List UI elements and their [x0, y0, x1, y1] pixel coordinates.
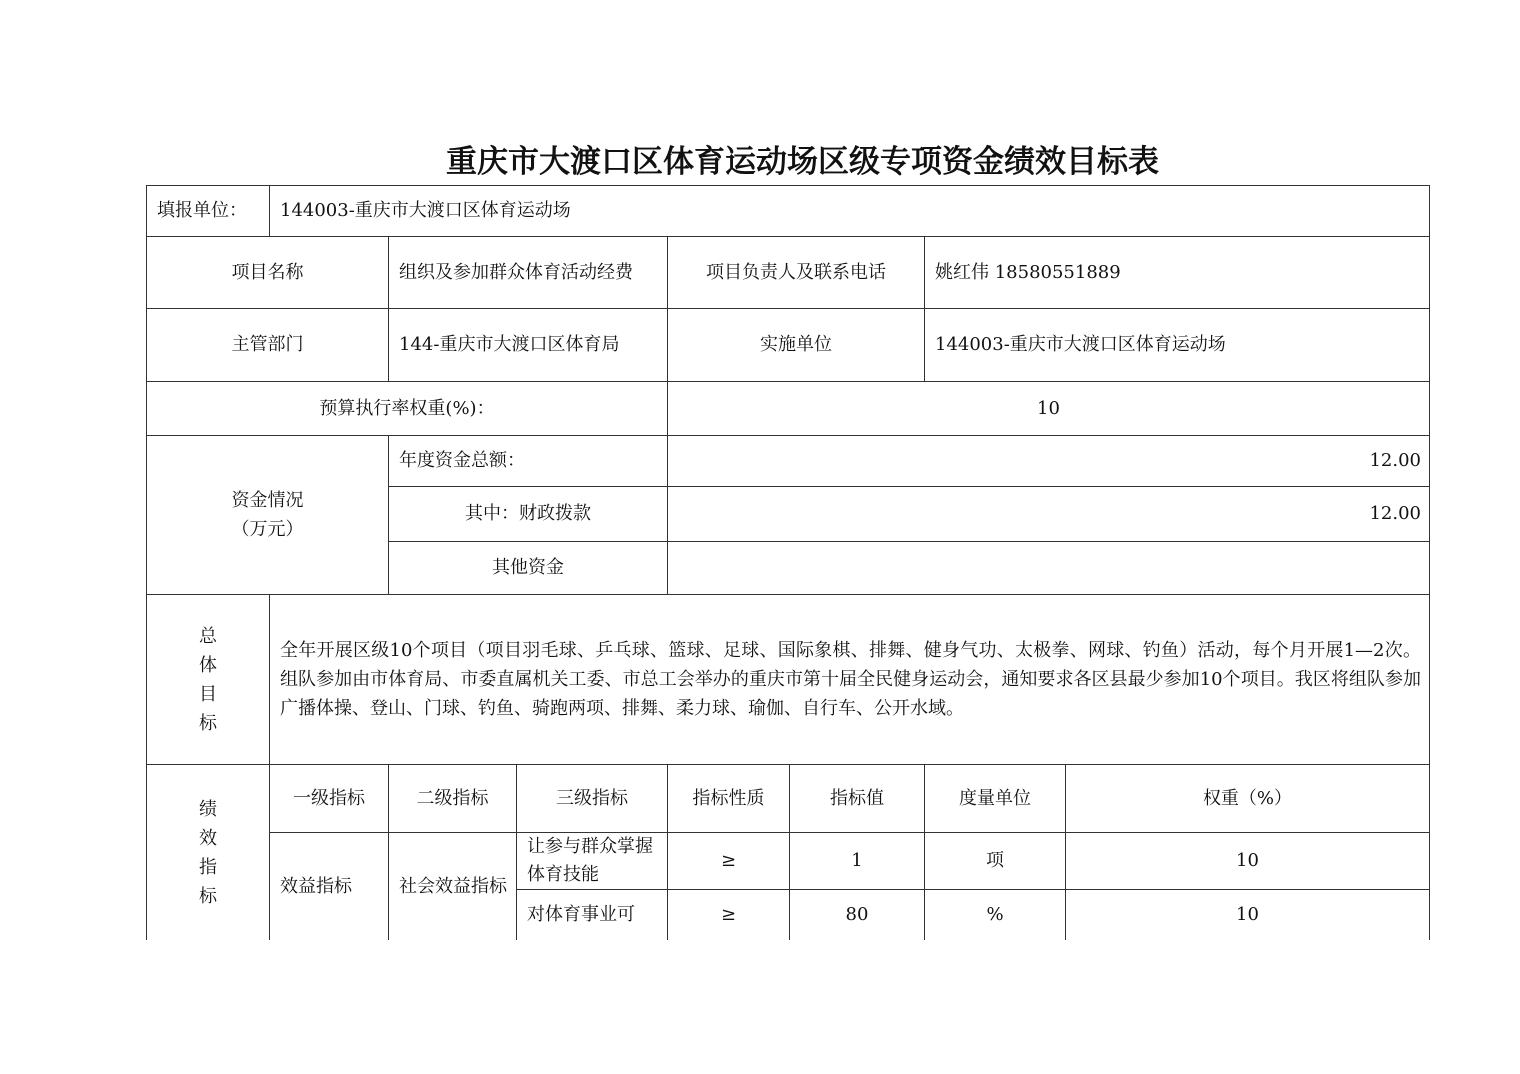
- perf-label: [146, 764, 270, 940]
- header-level2: 二级指标: [388, 764, 517, 833]
- perf-label-char: 指: [199, 856, 217, 878]
- budget-weight-label: 预算执行率权重(%)：: [146, 381, 668, 436]
- contact-label: 项目负责人及联系电话: [667, 236, 925, 309]
- contact-value: 姚红伟 18580551889: [924, 236, 1430, 309]
- perf-label-char: 效: [199, 827, 217, 849]
- department-label: 主管部门: [146, 308, 389, 382]
- department-value: 144-重庆市大渡口区体育局: [388, 308, 668, 382]
- header-level1: 一级指标: [269, 764, 389, 833]
- weight-cell: 10: [1065, 832, 1430, 890]
- level2-cell: 社会效益指标: [388, 832, 517, 940]
- funds-fiscal-value: 12.00: [667, 486, 1430, 542]
- perf-label-char: 标: [199, 885, 217, 907]
- unit-cell: 项: [924, 832, 1066, 890]
- header-level3: 三级指标: [516, 764, 668, 833]
- goal-text: 全年开展区级10个项目（项目羽毛球、乒乓球、篮球、足球、国际象棋、排舞、健身气功、太极拳、网球、钓鱼）活动，每个月开展1—2次。组队参加由市体育局、市委直属机关工委、市总工会举办的重庆市第十届全民健身运动会，通知要求各区县最少参加10个项目。我区将组队参加广播体操、登山、门球、钓鱼、骑跑两项、排舞、柔力球、瑜伽、自行车、公开水域。: [269, 594, 1430, 765]
- header-unit: 度量单位: [924, 764, 1066, 833]
- nature-cell: ≥: [667, 832, 790, 890]
- budget-weight-value: 10: [667, 381, 1430, 436]
- fill-unit-label: 填报单位：: [146, 185, 270, 237]
- funds-label-line2: （万元）: [231, 519, 304, 540]
- perf-label-char: 绩: [199, 798, 217, 820]
- nature-cell: ≥: [667, 889, 790, 940]
- level1-cell: 效益指标: [269, 832, 389, 940]
- unit-cell: %: [924, 889, 1066, 940]
- goal-label-char: 体: [199, 654, 217, 676]
- project-name-value: 组织及参加群众体育活动经费: [388, 236, 668, 309]
- goal-label-char: 总: [199, 625, 217, 647]
- header-weight: 权重（%）: [1065, 764, 1430, 833]
- goal-label-char: 目: [199, 683, 217, 705]
- value-cell: 1: [789, 832, 925, 890]
- level3-cell: 对体育事业可: [516, 889, 668, 940]
- implementer-label: 实施单位: [667, 308, 925, 382]
- header-value: 指标值: [789, 764, 925, 833]
- goal-label-char: 标: [199, 712, 217, 734]
- implementer-value: 144003-重庆市大渡口区体育运动场: [924, 308, 1430, 382]
- funds-label-line1: 资金情况: [231, 490, 304, 511]
- page-title: 重庆市大渡口区体育运动场区级专项资金绩效目标表: [446, 144, 1159, 180]
- funds-fiscal-label: 其中：财政拨款: [388, 486, 668, 542]
- funds-label: [146, 435, 389, 595]
- funds-other-value: [667, 541, 1430, 595]
- funds-total-value: 12.00: [667, 435, 1430, 487]
- funds-total-label: 年度资金总额：: [388, 435, 668, 487]
- weight-cell: 10: [1065, 889, 1430, 940]
- header-nature: 指标性质: [667, 764, 790, 833]
- fill-unit-value: 144003-重庆市大渡口区体育运动场: [269, 185, 1430, 237]
- project-name-label: 项目名称: [146, 236, 389, 309]
- funds-other-label: 其他资金: [388, 541, 668, 595]
- goal-label: [146, 594, 270, 765]
- value-cell: 80: [789, 889, 925, 940]
- level3-cell: 让参与群众掌握体育技能: [516, 832, 668, 890]
